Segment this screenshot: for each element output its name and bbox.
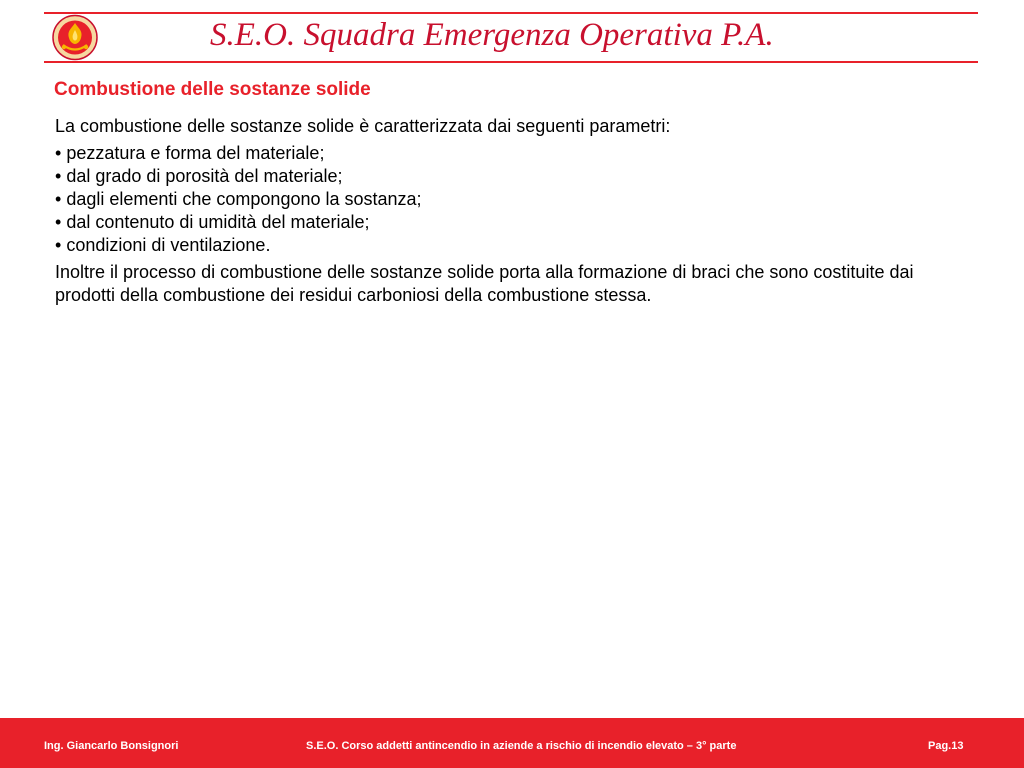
list-item — [55, 211, 975, 234]
list-item-text: dal contenuto di umidità del materiale; — [66, 212, 370, 232]
page-number: Pag.13 — [928, 740, 964, 752]
bullet-icon: • — [55, 166, 62, 186]
bullet-icon: • — [55, 212, 62, 232]
bullet-icon: • — [55, 235, 62, 255]
slide-body — [55, 115, 975, 307]
page-title: S.E.O. Squadra Emergenza Operativa P.A. — [210, 17, 774, 53]
fire-brigade-emblem-icon — [50, 14, 100, 61]
parameter-list — [55, 142, 975, 257]
bullet-icon: • — [55, 189, 62, 209]
intro-paragraph: La combustione delle sostanze solide è caratterizzata dai seguenti parametri: — [55, 116, 671, 136]
list-item — [55, 234, 975, 257]
list-item-text: condizioni di ventilazione. — [66, 235, 271, 255]
conclusion-paragraph: Inoltre il processo di combustione delle sostanze solide porta alla formazione di braci che sono costituite dai prodotti della combustione dei residui carboniosi della combustione stessa. — [55, 262, 914, 305]
list-item — [55, 188, 975, 211]
list-item — [55, 165, 975, 188]
section-heading: Combustione delle sostanze solide — [54, 79, 371, 100]
footer-author: Ing. Giancarlo Bonsignori — [44, 740, 179, 752]
list-item-text: dal grado di porosità del materiale; — [66, 166, 343, 186]
header-top-rule — [44, 12, 978, 14]
bullet-icon: • — [55, 143, 62, 163]
list-item-text: dagli elementi che compongono la sostanza; — [66, 189, 422, 209]
footer-bar — [0, 718, 1024, 768]
header-bottom-rule — [44, 61, 978, 63]
footer-course-title: S.E.O. Corso addetti antincendio in aziende a rischio di incendio elevato – 3° parte — [306, 740, 737, 752]
list-item-text: pezzatura e forma del materiale; — [66, 143, 325, 163]
list-item — [55, 142, 975, 165]
